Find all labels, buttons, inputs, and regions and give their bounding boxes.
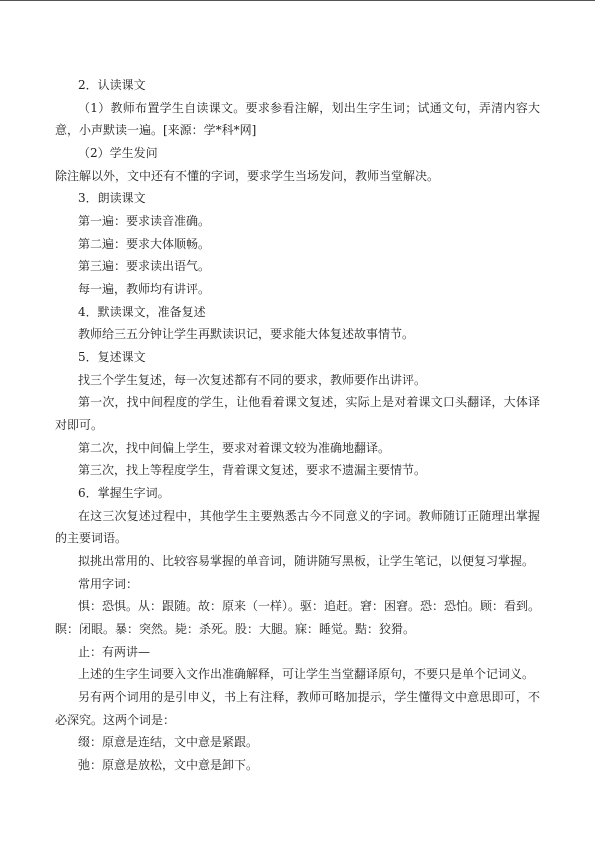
paragraph-line: 第一遍：要求读音准确。 <box>78 214 211 228</box>
paragraph-line: 另有两个词用的是引申义，书上有注释，教师可略加提示，学生懂得文中意思即可，不 <box>78 690 540 704</box>
paragraph-line: 第一次，找中间程度的学生，让他看着课文复述，实际上是对着课文口头翻译，大体译 <box>78 395 540 409</box>
paragraph-line: 必深究。这两个词是： <box>55 713 176 727</box>
paragraph-line: 教师给三五分钟让学生再默读识记，要求能大体复述故事情节。 <box>78 327 415 341</box>
paragraph-line: 拟挑出常用的、比较容易掌握的单音词，随讲随写黑板，让学生笔记，以便复习掌握。 <box>78 554 535 568</box>
page-top-border <box>0 0 595 1</box>
vocabulary-line: 惧：恐惧。从：跟随。故：原来（一样）。驱：追赶。窘：困窘。恐：恐怕。顾：看到。 <box>78 599 541 613</box>
paragraph-line: 找三个学生复述，每一次复述都有不同的要求，教师要作出讲评。 <box>78 373 427 387</box>
paragraph-line: 第三次，找上等程度学生，背着课文复述，要求不遗漏主要情节。 <box>78 463 427 477</box>
paragraph-line: 第二次，找中间偏上学生，要求对着课文较为准确地翻译。 <box>78 441 391 455</box>
paragraph-line: 的主要词语。 <box>55 531 128 545</box>
paragraph-line: （1）教师布置学生自读课文。要求参看注解，划出生字生词；试通文句，弄清内容大 <box>78 101 540 115</box>
paragraph-line: 除注解以外，文中还有不懂的字词，要求学生当场发问，教师当堂解决。 <box>55 169 440 183</box>
paragraph-line: 缀：原意是连结，文中意是紧跟。 <box>78 735 259 749</box>
paragraph-line: 上述的生字生词要入文作出准确解释，可让学生当堂翻译原句，不要只是单个记词义。 <box>78 667 535 681</box>
paragraph-line: 在这三次复述过程中，其他学生主要熟悉古今不同意义的字词。教师随订正随理出掌握 <box>78 509 540 523</box>
paragraph-line: 常用字词： <box>78 577 139 591</box>
heading-master-words: 6．掌握生字词。 <box>78 486 170 500</box>
paragraph-line: 第三遍：要求读出语气。 <box>78 259 211 273</box>
heading-read-text: 2．认读课文 <box>78 78 146 92</box>
paragraph-line: 第二遍：要求大体顺畅。 <box>78 237 211 251</box>
heading-read-aloud: 3．朗读课文 <box>78 191 146 205</box>
paragraph-line: 每一遍，教师均有讲评。 <box>78 282 211 296</box>
vocabulary-line: 止：有两讲— <box>78 645 151 659</box>
paragraph-line: 弛：原意是放松，文中意是卸下。 <box>78 758 259 772</box>
heading-silent-reading: 4．默读课文，准备复述 <box>78 305 206 319</box>
paragraph-line: 意，小声默读一遍。[来源：学*科*网] <box>55 123 257 137</box>
subheading-student-questions: （2）学生发问 <box>78 146 158 160</box>
vocabulary-line: 瞑：闭眼。暴：突然。毙：杀死。股：大腿。寐：睡觉。黠：狡猾。 <box>55 622 416 636</box>
paragraph-line: 对即可。 <box>55 418 104 432</box>
heading-retell: 5．复述课文 <box>78 350 146 364</box>
